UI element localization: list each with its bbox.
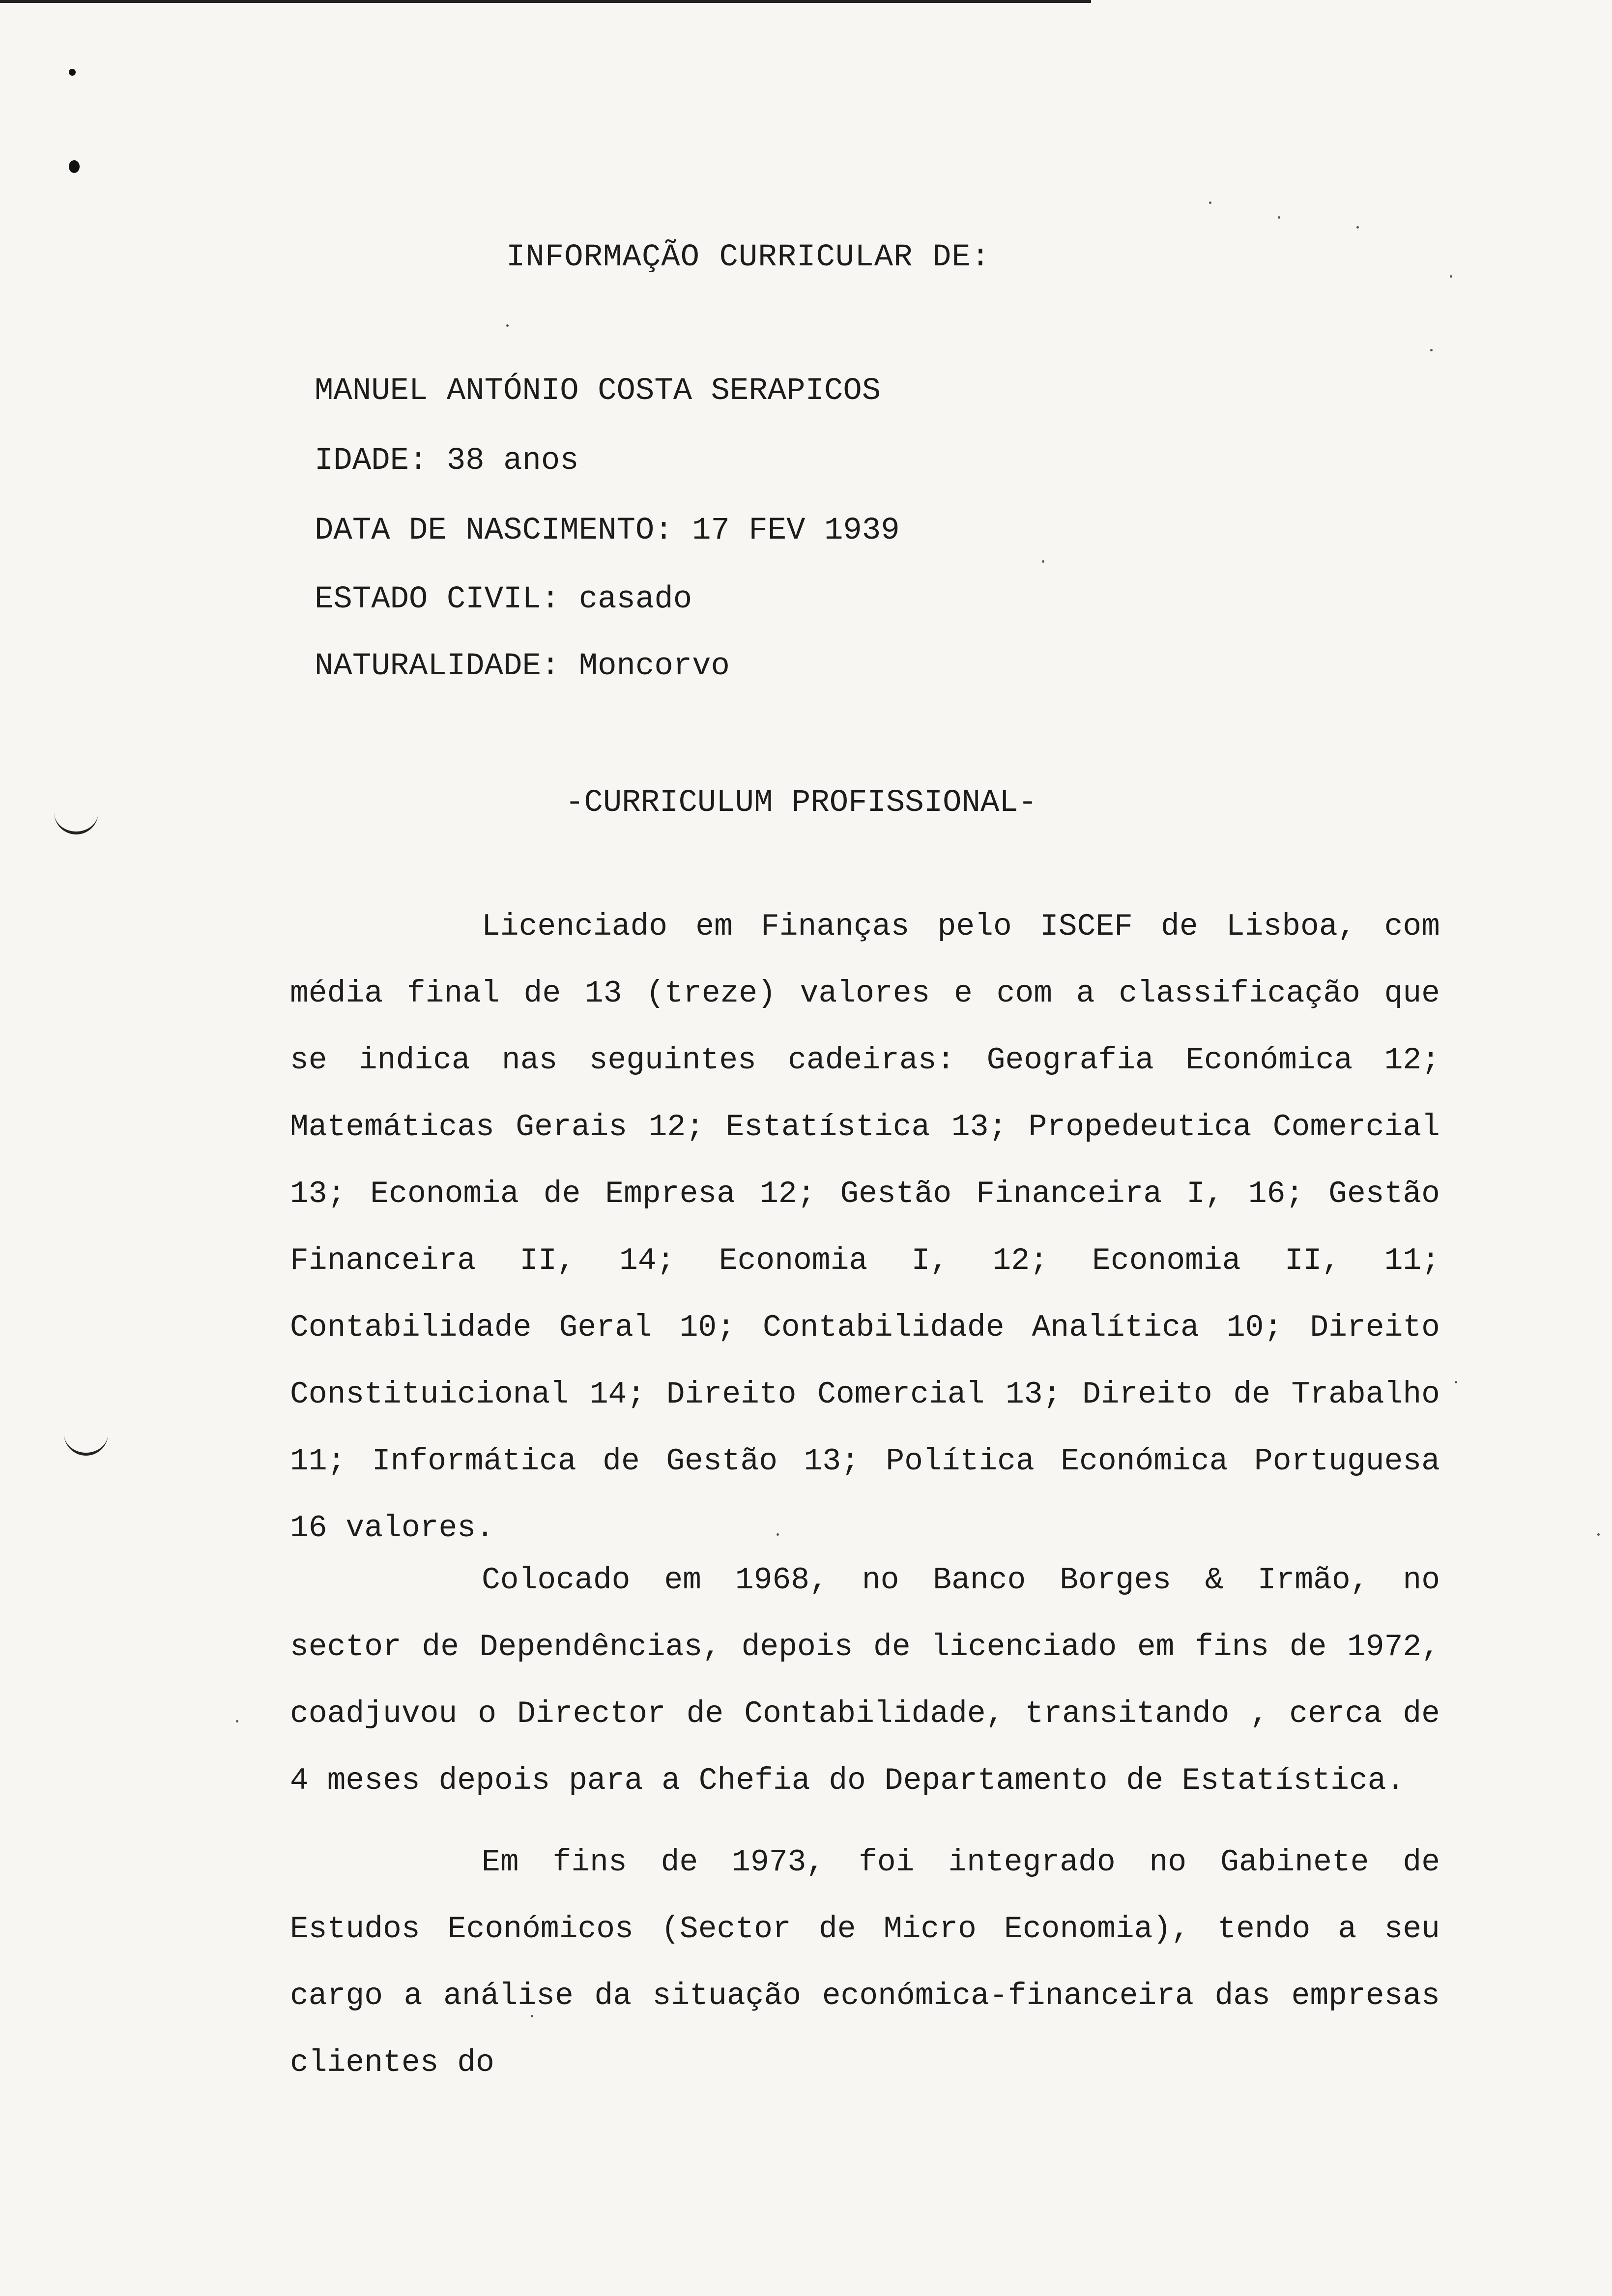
paragraph-education: Licenciado em Finanças pelo ISCEF de Lisboa, com média final de 13 (treze) valores e com a classificação que se indica nas seguintes cadeiras: Geografia Económica 12; Matemáticas Gerais 12; Estatística 13; Propedeutica Comercial 13; Economia de Empresa 12; Gestão Financeira I, 16; Gestão Financeira II, 14; Economia I, 12; Economia II, 11; Contabilidade Geral 10; Contabilidade Analítica 10; Direito Constituicional 14; Direito Comercial 13; Direito de Trabalho 11; Informática de Gestão 13; Política Económica Portuguesa 16 valores. (290, 909, 1440, 1546)
binder-hole-top (69, 69, 76, 76)
birth-date-line (315, 513, 900, 548)
civil-status-line (315, 582, 692, 617)
scan-speck (1455, 1381, 1457, 1383)
scan-speck (506, 324, 509, 327)
document-title: INFORMAÇÃO CURRICULAR DE: (506, 240, 991, 275)
binder-clip-mark-lower (64, 1433, 108, 1456)
birthplace-line (315, 649, 730, 684)
birth-date-value: 17 FEV 1939 (692, 513, 900, 548)
scan-speck (1450, 275, 1452, 278)
binder-clip-mark-upper (54, 812, 98, 834)
scan-speck (1209, 201, 1211, 204)
civil-status-label: ESTADO CIVIL: (315, 582, 560, 617)
age-value: 38 anos (446, 443, 579, 479)
section-heading: -CURRICULUM PROFISSIONAL- (565, 785, 1037, 821)
birthplace-label: NATURALIDADE: (315, 649, 560, 684)
scan-speck (1042, 560, 1044, 563)
age-line (315, 443, 579, 479)
top-border-line (0, 0, 1091, 3)
scan-speck (1278, 216, 1280, 219)
paragraph-career-studies: Em fins de 1973, foi integrado no Gabinete de Estudos Económicos (Sector de Micro Economia), tendo a seu cargo a análise da situação económica-financeira das empresas clientes do (290, 1845, 1440, 2080)
birthplace-value: Moncorvo (578, 649, 730, 684)
paragraph-career-start: Colocado em 1968, no Banco Borges & Irmão, no sector de Dependências, depois de licenciado em fins de 1972, coadjuvou o Director de Contabilidade, transitando , cerca de 4 meses depois para a Chefia do Departamento de Estatística. (290, 1563, 1440, 1798)
age-label: IDADE: (315, 443, 428, 479)
candidate-name (315, 373, 881, 409)
birth-date-label: DATA DE NASCIMENTO: (315, 513, 673, 548)
civil-status-value: casado (578, 582, 692, 617)
name-value: MANUEL ANTÓNIO COSTA SERAPICOS (315, 373, 881, 409)
scan-speck (1430, 349, 1433, 351)
scan-speck (236, 1720, 238, 1722)
scan-speck (1597, 1533, 1600, 1536)
binder-hole-upper (69, 160, 80, 173)
scan-speck (1356, 226, 1359, 229)
